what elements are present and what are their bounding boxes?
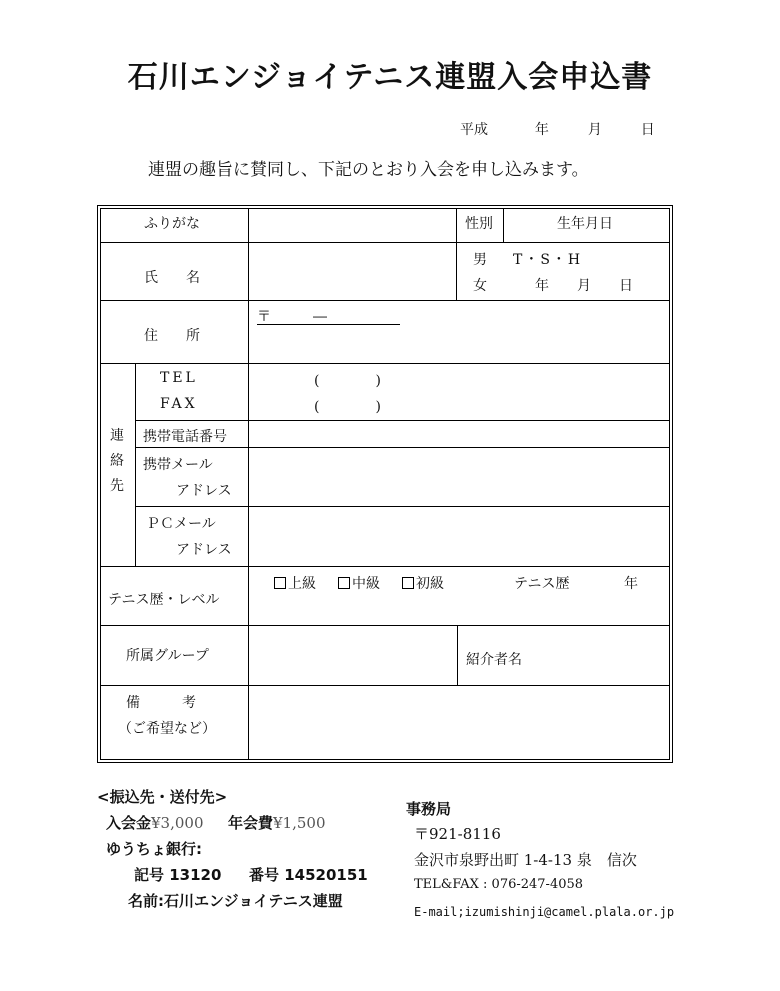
bank-name: ゆうちょ銀行:: [106, 840, 202, 858]
remarks-field[interactable]: [249, 686, 669, 759]
date-era: 平成: [460, 122, 488, 138]
remarks-sub-label: （ご希望など）: [118, 721, 216, 737]
office-postal: 〒921-8116: [414, 825, 501, 843]
mobile-phone-field[interactable]: [249, 421, 669, 446]
account-number: 番号 14520151: [249, 866, 368, 884]
level-beginner-label: 初級: [416, 576, 444, 592]
gender-label: 性別: [465, 216, 493, 232]
form-title: 石川エンジョイテニス連盟入会申込書: [127, 60, 653, 95]
entry-fee-amount: ¥3,000: [151, 814, 204, 832]
tennis-level-label: テニス歴・レベル: [108, 592, 220, 608]
annual-fee-amount: ¥1,500: [273, 814, 326, 832]
column-divider: [135, 363, 136, 566]
column-divider: [503, 208, 504, 242]
referrer-field[interactable]: [530, 626, 669, 684]
office-address: 金沢市泉野出町 1-4-13 泉 信次: [414, 851, 637, 869]
entry-fee-label: 入会金: [106, 814, 152, 832]
row-divider: [100, 566, 670, 567]
level-intermediate-label: 中級: [352, 576, 380, 592]
level-intermediate-option[interactable]: [338, 573, 380, 593]
birth-ymd: 年 月 日: [535, 278, 633, 294]
tel-label: TEL: [160, 370, 198, 386]
row-divider: [100, 300, 670, 301]
tennis-years-unit: 年: [624, 576, 638, 592]
column-divider: [457, 625, 458, 685]
date-month: 月: [587, 122, 602, 138]
fax-field[interactable]: ( ): [314, 399, 381, 415]
group-label: 所属グループ: [126, 648, 209, 664]
pc-mail-label: ＰＣメール: [146, 516, 216, 532]
birthdate-label: 生年月日: [557, 216, 613, 232]
date-line: [460, 119, 655, 139]
checkbox-icon[interactable]: [338, 577, 350, 589]
pc-mail-address-label: アドレス: [176, 542, 232, 558]
group-field[interactable]: [249, 626, 456, 684]
annual-fee-label: 年会費: [227, 814, 273, 832]
mobile-mail-field[interactable]: [249, 448, 669, 505]
name-label: 氏 名: [144, 270, 200, 286]
gender-male-option[interactable]: 男: [473, 252, 487, 268]
column-divider: [456, 208, 457, 300]
pc-mail-field[interactable]: [249, 507, 669, 565]
level-advanced-label: 上級: [288, 576, 316, 592]
furigana-label: ふりがな: [144, 216, 200, 232]
office-email[interactable]: E-mail;izumishinji@camel.plala.or.jp: [414, 905, 675, 919]
tel-field[interactable]: ( ): [314, 373, 381, 389]
mobile-phone-label: 携帯電話番号: [143, 429, 227, 445]
remarks-label: 備 考: [126, 695, 196, 711]
entry-fee: [106, 812, 326, 833]
date-year: 年: [534, 122, 549, 138]
checkbox-icon[interactable]: [274, 577, 286, 589]
contact-label-1: 連: [110, 428, 124, 444]
address-field[interactable]: [249, 328, 669, 362]
office-telfax: TEL&FAX : 076-247-4058: [414, 877, 584, 892]
date-day: 日: [640, 122, 655, 138]
address-label: 住 所: [144, 328, 200, 344]
referrer-label: 紹介者名: [466, 652, 522, 668]
gender-female-option[interactable]: 女: [473, 278, 487, 294]
postal-code-field[interactable]: 〒 ―: [257, 309, 327, 325]
name-field[interactable]: [249, 243, 455, 299]
account-name: 名前:石川エンジョイテニス連盟: [128, 892, 343, 910]
contact-label-2: 絡: [110, 453, 124, 469]
checkbox-icon[interactable]: [402, 577, 414, 589]
level-advanced-option[interactable]: [274, 573, 316, 593]
level-beginner-option[interactable]: [402, 573, 444, 593]
furigana-field[interactable]: [249, 209, 455, 241]
intro-text: 連盟の趣旨に賛同し、下記のとおり入会を申し込みます。: [148, 160, 589, 180]
row-divider: [100, 363, 670, 364]
fax-label: FAX: [160, 396, 198, 412]
tennis-years-label: テニス歴: [514, 576, 570, 592]
mobile-mail-label: 携帯メール: [143, 457, 213, 473]
birth-era-options[interactable]: T・S・H: [513, 252, 583, 268]
office-heading: 事務局: [406, 800, 452, 818]
contact-label-3: 先: [110, 478, 124, 494]
transfer-heading: <振込先・送付先>: [97, 788, 228, 806]
account-code: 記号 13120: [134, 866, 222, 884]
postal-underline: [257, 324, 400, 325]
mobile-mail-address-label: アドレス: [176, 483, 232, 499]
